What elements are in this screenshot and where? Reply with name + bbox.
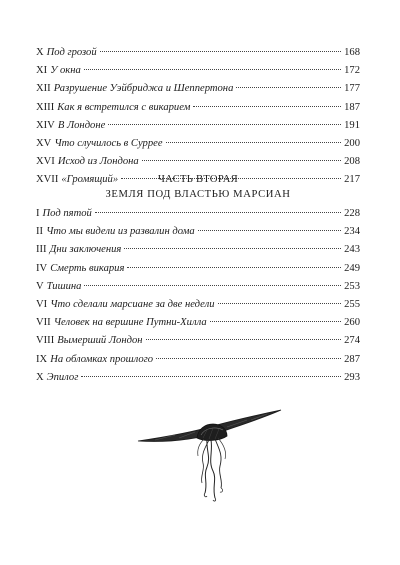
toc-entry[interactable] <box>36 117 360 135</box>
toc-entry-page: 217 <box>344 174 360 186</box>
part-title: ЗЕМЛЯ ПОД ВЛАСТЬЮ МАРСИАН <box>105 189 291 200</box>
toc-entry-number: III <box>36 244 47 256</box>
toc-entry-title: На обломках прошлого <box>50 353 154 365</box>
toc-entry-number: V <box>36 280 44 292</box>
dot-leader <box>236 87 341 88</box>
toc-entry-page: 274 <box>344 335 360 347</box>
dot-leader <box>95 212 341 213</box>
toc-entry-title: Исход из Лондона <box>57 156 139 168</box>
toc-entry[interactable] <box>36 241 360 259</box>
toc-entry-page: 172 <box>344 65 360 77</box>
toc-entry-title: В Лондоне <box>57 119 106 131</box>
dot-leader <box>84 69 341 70</box>
toc-entry-page: 200 <box>344 137 360 149</box>
dot-leader <box>156 358 341 359</box>
toc-entry-title: Под грозой <box>46 47 97 58</box>
toc-entry-title: Под пятой <box>42 208 92 219</box>
toc-entry-number: II <box>36 226 44 238</box>
toc-entry[interactable] <box>36 205 360 223</box>
toc-entry-number: I <box>36 208 40 219</box>
toc-entry-page: 168 <box>344 47 360 58</box>
dot-leader <box>142 160 341 161</box>
dot-leader <box>100 51 341 52</box>
part-two-heading <box>36 172 360 202</box>
toc-entry-number: X <box>36 47 44 58</box>
toc-entry[interactable] <box>36 351 360 369</box>
toc-entry-page: 191 <box>344 119 360 131</box>
toc-entry-number: VI <box>36 298 48 310</box>
part-number: ЧАСТЬ ВТОРАЯ <box>157 174 239 185</box>
toc-entry-page: 228 <box>344 208 360 219</box>
dot-leader <box>124 248 341 249</box>
dot-leader <box>166 142 342 143</box>
toc-entry[interactable] <box>36 332 360 350</box>
toc-entry-title: Эпилог <box>46 371 79 383</box>
toc-entry-number: XI <box>36 65 48 77</box>
toc-entry[interactable] <box>36 260 360 278</box>
toc-entry-title: Тишина <box>46 280 82 292</box>
toc-entry-number: XV <box>36 137 52 149</box>
toc-entry-number: IV <box>36 262 48 274</box>
toc-entry-title: Разрушение Уэйбриджа и Шеппертона <box>53 83 234 95</box>
toc-entry-title: Человек на вершине Путни-Хилла <box>53 317 207 329</box>
toc-entry-title: У окна <box>50 65 81 77</box>
dot-leader <box>127 267 341 268</box>
toc-part-two <box>36 205 360 387</box>
dot-leader <box>81 376 341 377</box>
dot-leader <box>146 339 342 340</box>
toc-entry-number: VIII <box>36 335 55 347</box>
toc-entry-title: Вымерший Лондон <box>57 335 143 347</box>
toc-entry-page: 293 <box>344 371 360 383</box>
toc-entry[interactable] <box>36 135 360 153</box>
toc-entry-page: 253 <box>344 280 360 292</box>
toc-entry-number: XII <box>36 83 51 95</box>
dot-leader <box>108 124 341 125</box>
toc-entry-number: XIV <box>36 119 55 131</box>
toc-entry-title: Смерть викария <box>50 262 125 274</box>
toc-entry-page: 249 <box>344 262 360 274</box>
dot-leader <box>193 106 341 107</box>
toc-entry-page: 177 <box>344 83 360 95</box>
toc-entry[interactable] <box>36 223 360 241</box>
toc-entry-number: XIII <box>36 101 55 113</box>
toc-entry-number: XVI <box>36 156 55 168</box>
toc-entry-page: 255 <box>344 298 360 310</box>
toc-entry-title: Что случилось в Суррее <box>54 137 163 149</box>
toc-entry-page: 187 <box>344 101 360 113</box>
toc-entry-number: IX <box>36 353 48 365</box>
toc-entry-number: VII <box>36 317 51 329</box>
toc-entry-title: «Громящий» <box>61 174 119 186</box>
toc-entry[interactable] <box>36 99 360 117</box>
toc-entry[interactable] <box>36 296 360 314</box>
martian-flying-machine-icon <box>135 408 285 503</box>
toc-entry[interactable] <box>36 369 360 387</box>
toc-entry-page: 208 <box>344 156 360 168</box>
toc-entry[interactable] <box>36 278 360 296</box>
dot-leader <box>218 303 342 304</box>
dot-leader <box>210 321 341 322</box>
toc-entry[interactable] <box>36 314 360 332</box>
toc-entry-title: Как я встретился с викарием <box>57 101 191 113</box>
toc-entry[interactable] <box>36 153 360 171</box>
toc-entry[interactable] <box>36 44 360 62</box>
toc-entry-title: Дни заключения <box>49 244 122 256</box>
toc-part-one <box>36 44 360 190</box>
toc-entry-title: Что сделали марсиане за две недели <box>50 298 215 310</box>
toc-entry-page: 243 <box>344 244 360 256</box>
toc-entry-page: 234 <box>344 226 360 238</box>
toc-entry-number: XVII <box>36 174 59 186</box>
toc-entry[interactable] <box>36 62 360 80</box>
toc-entry-title: Что мы видели из развалин дома <box>46 226 195 238</box>
toc-entry-page: 260 <box>344 317 360 329</box>
toc-entry-number: X <box>36 371 44 383</box>
dot-leader <box>84 285 341 286</box>
toc-entry[interactable] <box>36 80 360 98</box>
dot-leader <box>198 230 341 231</box>
toc-entry-page: 287 <box>344 353 360 365</box>
